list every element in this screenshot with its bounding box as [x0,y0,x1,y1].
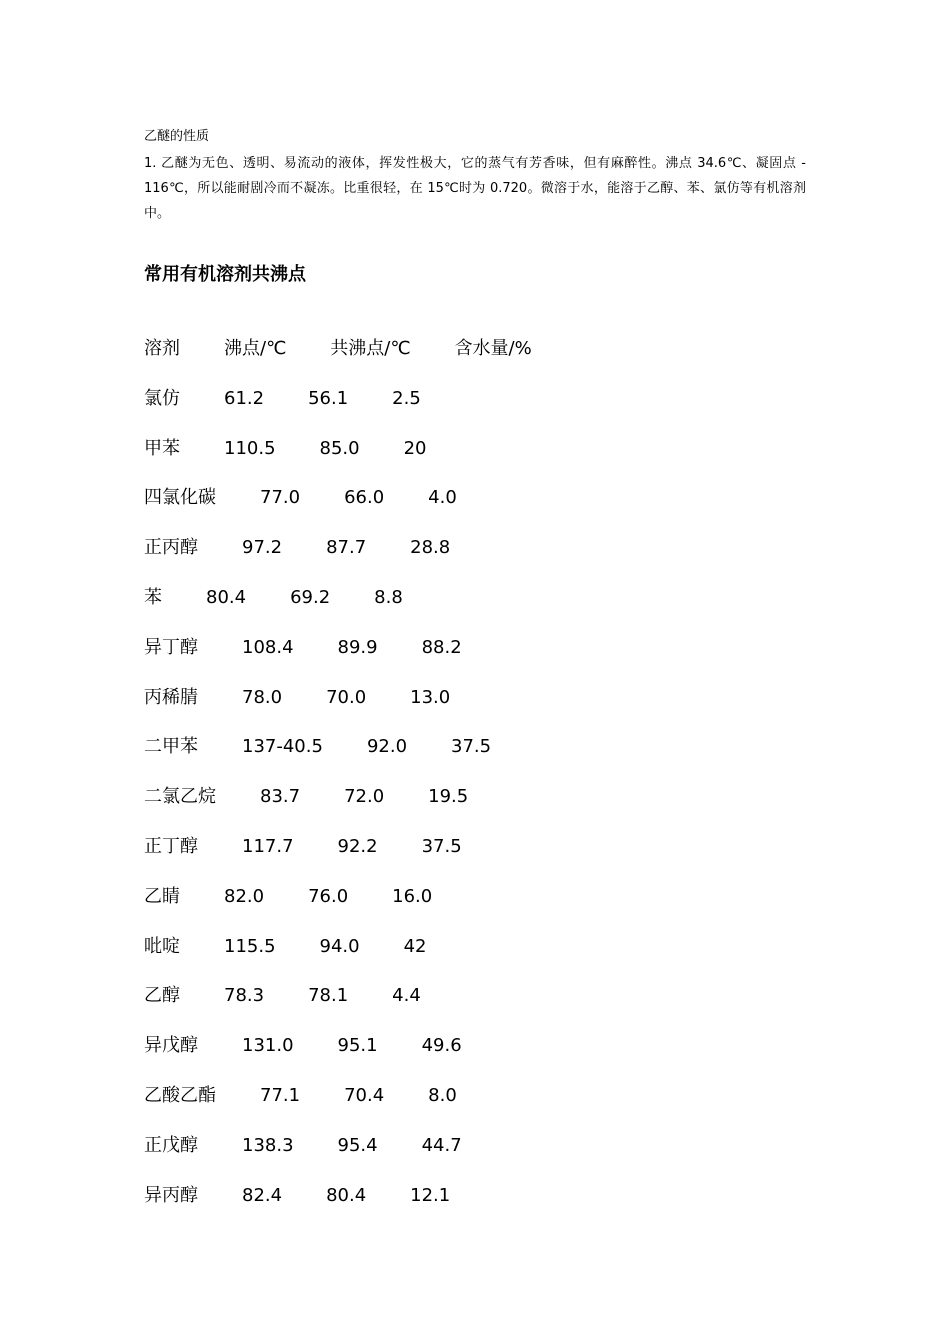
table-row [144,1131,462,1161]
table-cell: 89.9 [337,636,378,658]
table-cell: 80.4 [326,1184,367,1206]
table-cell: 115.5 [224,935,276,957]
table-header-cell: 沸点/℃ [224,338,287,359]
table-cell: 二甲苯 [144,736,198,758]
table-cell: 82.4 [242,1184,283,1206]
table-cell: 92.2 [337,836,378,857]
table-cell: 70.0 [326,686,367,708]
table-cell: 108.4 [242,636,294,658]
table-cell: 异丁醇 [144,636,198,658]
table-cell: 乙醇 [144,985,180,1007]
table-row [144,1181,450,1211]
table-cell: 131.0 [242,1035,294,1057]
table-cell: 丙稀腈 [144,686,198,708]
table-cell: 72.0 [344,786,385,808]
table-cell: 甲苯 [144,437,180,459]
table-row [144,932,427,962]
table-cell: 78.1 [308,985,349,1007]
table-cell: 110.5 [224,437,276,459]
table-row [144,583,403,613]
table-cell: 19.5 [428,786,469,808]
table-cell: 苯 [144,587,162,608]
table-row [144,633,462,663]
table-cell: 4.4 [392,985,421,1007]
table-cell: 吡啶 [144,935,180,957]
table-row [144,683,450,713]
intro-title: 乙醚的性质 [144,129,210,144]
table-cell: 69.2 [290,587,331,608]
table-cell: 乙酸乙酯 [144,1085,216,1106]
table-cell: 44.7 [421,1134,462,1156]
table-cell: 87.7 [326,537,367,559]
table-row [144,732,491,762]
table-cell: 异丙醇 [144,1184,198,1206]
table-header-cell: 溶剂 [144,338,180,359]
table-header-cell: 共沸点/℃ [330,338,411,359]
table-cell: 95.1 [337,1035,378,1057]
table-cell: 85.0 [319,437,360,459]
table-cell: 4.0 [428,487,457,509]
table-cell: 37.5 [451,736,492,758]
table-cell: 正丙醇 [144,537,198,559]
table-cell: 42 [403,935,427,957]
table-cell: 正戊醇 [144,1134,198,1156]
table-cell: 117.7 [242,836,294,857]
table-cell: 77.1 [260,1085,301,1106]
section-title: 常用有机溶剂共沸点 [144,264,306,285]
table-cell: 8.8 [374,587,403,608]
table-cell: 97.2 [242,537,283,559]
table-row [144,981,421,1011]
intro-paragraph: 1. 乙醚为无色、透明、易流动的液体，挥发性极大，它的蒸气有芳香味，但有麻醉性。沸点 34.6℃、凝固点 - 116℃，所以能耐剧冷而不凝冻。比重很轻，在 15℃时为 0.720。微溶于水，能溶于乙醇、苯、氯仿等有机溶剂中。 [144,156,806,221]
table-cell: 83.7 [260,786,301,808]
table-cell: 78.3 [224,985,265,1007]
table-row [144,1081,457,1111]
table-row [144,1031,462,1061]
table-cell: 82.0 [224,885,265,907]
table-cell: 正丁醇 [144,836,198,857]
table-cell: 49.6 [421,1035,462,1057]
table-row [144,832,462,862]
table-cell: 92.0 [366,736,408,758]
table-row [144,384,421,414]
table-cell: 95.4 [337,1134,378,1156]
table-cell: 8.0 [428,1085,457,1106]
table-cell: 94.0 [319,935,360,957]
table-cell: 12.1 [410,1184,451,1206]
table-cell: 13.0 [410,686,451,708]
table-row [144,533,450,563]
table-cell: 37.5 [421,836,462,857]
table-cell: 61.2 [224,387,265,409]
table-cell: 乙睛 [144,885,180,907]
table-cell: 137-40.5 [242,736,323,758]
table-row [144,882,432,912]
table-cell: 78.0 [242,686,283,708]
table-cell: 77.0 [260,487,301,509]
table-header-cell: 含水量/% [454,338,532,359]
table-row [144,434,427,464]
table-cell: 66.0 [344,487,385,509]
table-header-row [144,334,532,364]
table-cell: 异戊醇 [144,1035,198,1057]
table-cell: 88.2 [421,636,462,658]
table-cell: 76.0 [308,885,349,907]
table-cell: 2.5 [392,387,421,409]
table-row [144,483,457,513]
table-cell: 138.3 [242,1134,294,1156]
table-cell: 28.8 [410,537,451,559]
table-cell: 二氯乙烷 [144,786,216,808]
table-row [144,782,468,812]
table-cell: 70.4 [344,1085,385,1106]
table-cell: 20 [403,437,427,459]
table-cell: 16.0 [392,885,433,907]
table-cell: 四氯化碳 [144,487,216,509]
table-cell: 80.4 [206,587,247,608]
table-cell: 56.1 [308,387,349,409]
table-cell: 氯仿 [144,387,180,409]
